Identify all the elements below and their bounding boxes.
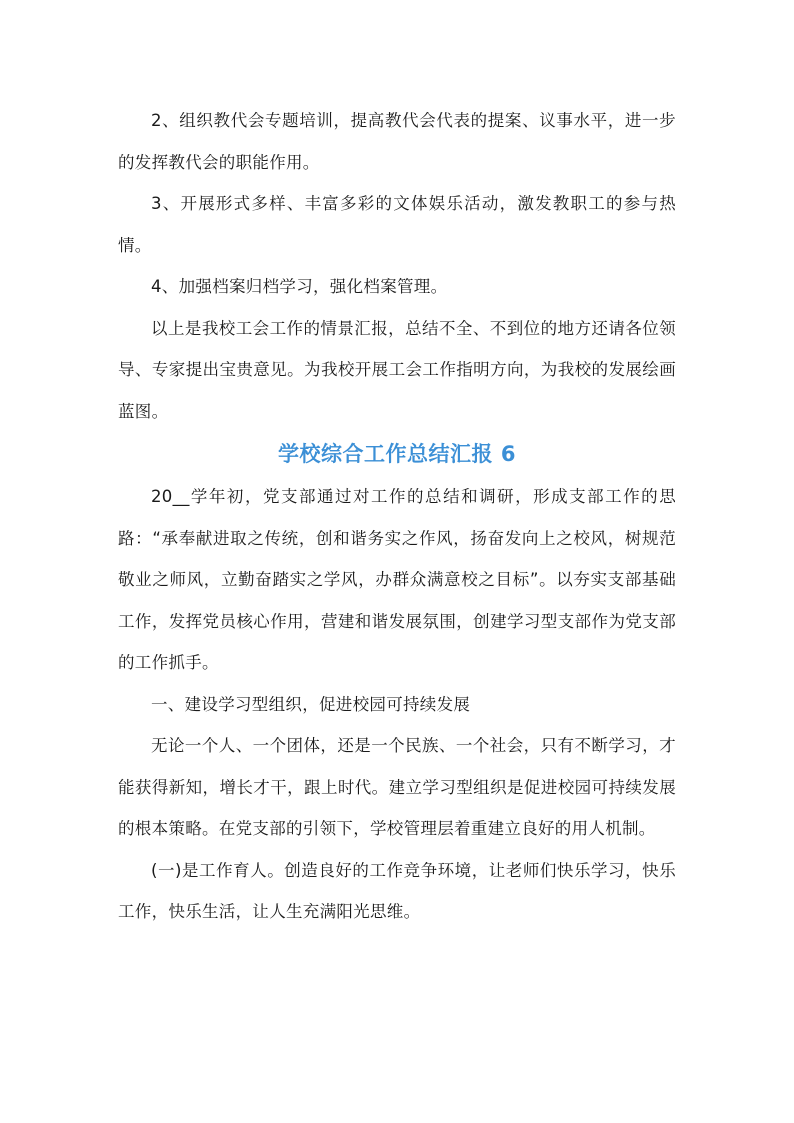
paragraph-learning: 无论一个人、一个团体，还是一个民族、一个社会，只有不断学习，才能获得新知，增长才干，跟上时代。建立学习型组织是促进校园可持续发展的根本策略。在党支部的引领下，学校管理层着重建立良好的用人机制。 [118, 736, 676, 838]
document-body [118, 100, 676, 933]
paragraph-work-education: (一)是工作育人。创造良好的工作竞争环境，让老师们快乐学习，快乐工作，快乐生活，让人生充满阳光思维。 [118, 860, 676, 921]
paragraph-intro: 20__学年初，党支部通过对工作的总结和调研，形成支部工作的思路：“承奉献进取之传统，创和谐务实之作风，扬奋发向上之校风，树规范敬业之师风，立勤奋踏实之学风，办群众满意校之目标”。以夯实支部基础工作，发挥党员核心作用，营建和谐发展氛围，创建学习型支部作为党支部的工作抓手。 [118, 487, 676, 672]
paragraph-item-4: 4、加强档案归档学习，强化档案管理。 [151, 277, 448, 296]
paragraph-summary: 以上是我校工会工作的情景汇报，总结不全、不到位的地方还请各位领导、专家提出宝贵意见。为我校开展工会工作指明方向，为我校的发展绘画蓝图。 [118, 318, 676, 421]
paragraph-heading-1: 一、建设学习型组织，促进校园可持续发展 [151, 694, 471, 714]
section-title: 学校综合工作总结汇报 6 [278, 442, 516, 466]
paragraph-item-3: 3、开展形式多样、丰富多彩的文体娱乐活动，激发教职工的参与热情。 [118, 194, 676, 255]
paragraph-item-2: 2、组织教代会专题培训，提高教代会代表的提案、议事水平，进一步的发挥教代会的职能作用。 [118, 111, 676, 172]
